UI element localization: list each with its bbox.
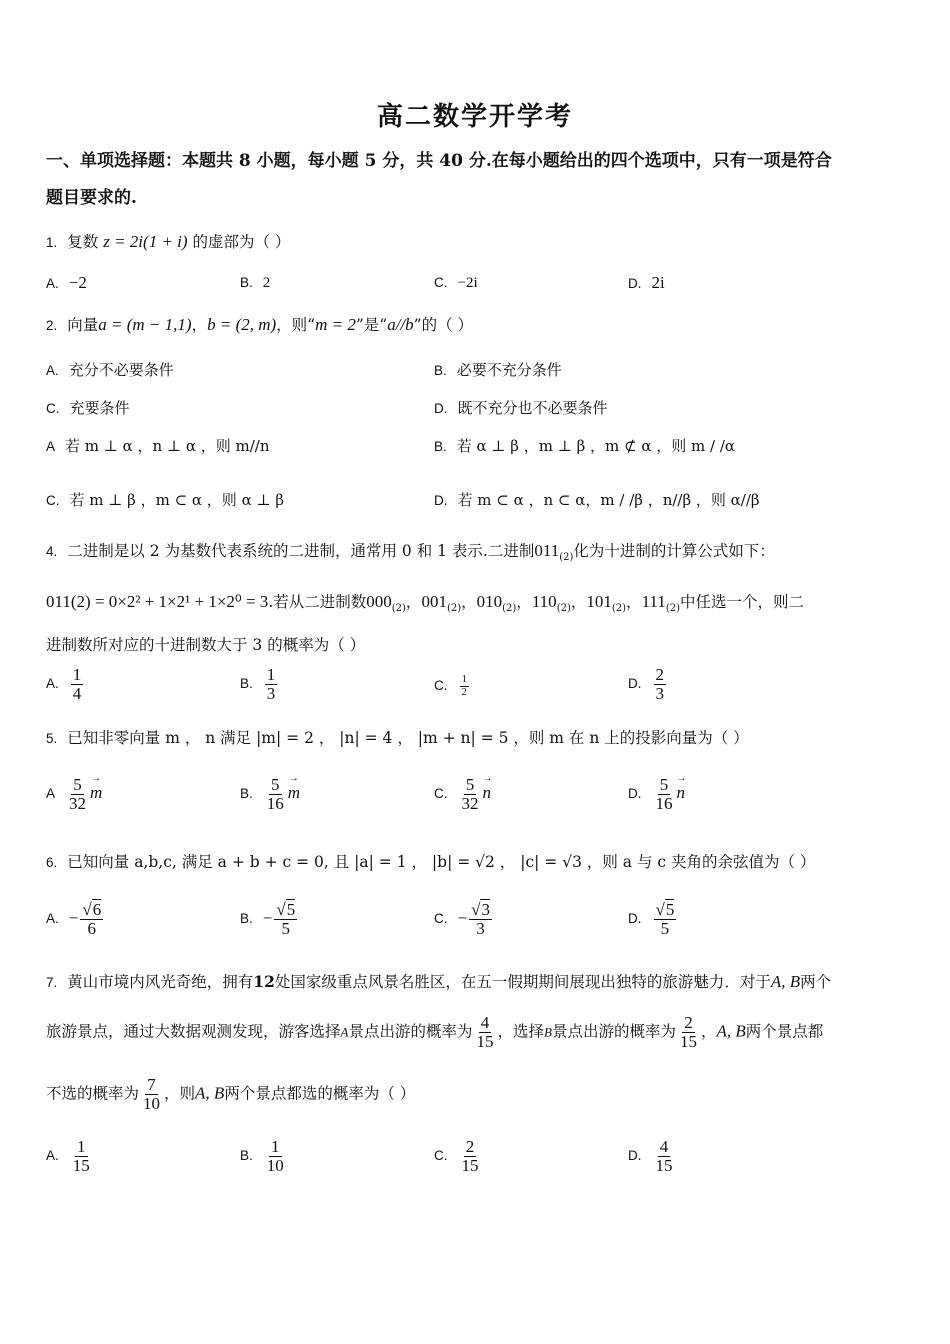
q1-post: 的虚部为（ ） — [192, 233, 291, 251]
q3-option-d: D. 若 m ⊂ α ，n ⊂ α，m / /β ，n//β ，则 α//β — [434, 491, 760, 509]
q2-vector-b: b = (2, m) — [207, 315, 277, 334]
q6-option-b: B. − $\frac{√5}{5}$ — [240, 900, 296, 938]
q3-option-c: C. 若 m ⊥ β ，m ⊂ α ，则 α ⊥ β — [46, 491, 285, 509]
q5-option-d: D. $\frac{5}{16}$ → n — [628, 776, 685, 813]
q1-number: 1. — [46, 235, 58, 250]
q3-option-b: B. 若 α ⊥ β ，m ⊥ β ，m ⊄ α ，则 m / /α — [434, 437, 736, 455]
q1-option-d: D. 2i — [628, 273, 665, 292]
question-7-line2: 旅游景点，通过大数据观测发现，游客选择A景点出游的概率为 $\frac{4}{15}$ ，选择B景点出游的概率为 $\frac{2}{15}$ ，A, B两个景点都 — [46, 1013, 824, 1051]
q2-option-a: A. 充分不必要条件 — [46, 361, 174, 379]
q4-option-c: C. $\frac{1}{2}$ — [434, 673, 467, 698]
q6-option-a: A. − $\frac{√6}{6}$ — [46, 900, 102, 938]
question-7-line1: 7. 黄山市境内风光奇绝，拥有12处国家级重点风景名胜区，在五一假期期间展现出独特的旅游魅力．对于A, B两个 — [46, 972, 832, 991]
q4-formula: 011(2) = 0×2² + 1×2¹ + 1×2⁰ = 3 — [46, 592, 269, 611]
q5-option-b: B. $\frac{5}{16}$ → m — [240, 776, 300, 813]
q2-option-d: D. 既不充分也不必要条件 — [434, 399, 608, 417]
question-4-line1: 4. 二进制是以 2 为基数代表系统的二进制，通常用 0 和 1 表示.二进制$011_{(2)}$化为十进制的计算公式如下： — [46, 541, 775, 564]
q5-option-c: C. $\frac{5}{32}$ → n — [434, 776, 491, 813]
question-6: 6. 已知向量 a,b,c, 满足 a + b + c = 0, 且 |a| = 1 ， |b| = √2 ， |c| = √3 ，则 a 与 c 夹角的余弦值为（ ） — [46, 853, 816, 871]
question-4-line2: 011(2) = 0×2² + 1×2¹ + 1×2⁰ = 3.若从二进制数$000_{(2)}$，$001_{(2)}$，$010_{(2)}$，$110_{(2)}$，$101_{(2)}$，$111_{(2)}$中任选一个，则二 — [46, 592, 804, 615]
q3-option-a: A 若 m ⊥ α ，n ⊥ α ，则 m//n — [46, 437, 270, 455]
q1-expression: z = 2i(1 + i) — [103, 232, 188, 251]
q2-option-b: B. 必要不充分条件 — [434, 361, 562, 379]
question-1 — [46, 230, 290, 252]
q6-option-c: C. − $\frac{√3}{3}$ — [434, 900, 490, 938]
q7-option-a: A. $\frac{1}{15}$ — [46, 1137, 90, 1175]
q7-option-b: B. $\frac{1}{10}$ — [240, 1137, 284, 1175]
q2-vector-a: a = (m − 1,1) — [98, 315, 192, 334]
section-heading-line1: 一、单项选择题：本题共 8 小题，每小题 5 分，共 40 分.在每小题给出的四个选项中，只有一项是符合 — [46, 151, 832, 171]
q4-option-a: A. $\frac{1}{4}$ — [46, 665, 82, 703]
q7-option-c: C. $\frac{2}{15}$ — [434, 1137, 479, 1175]
q1-option-c: C. −2i — [434, 275, 478, 291]
q4-option-b: B. $\frac{1}{3}$ — [240, 665, 276, 703]
question-2: 2. 向量a = (m − 1,1)，b = (2, m)，则“m = 2”是“a//b”的（ ） — [46, 315, 474, 334]
q1-pre: 复数 — [67, 233, 99, 251]
q6-option-d: D. $\frac{√5}{5}$ — [628, 900, 675, 938]
q5-option-a: A $\frac{5}{32}$ → m — [46, 776, 102, 813]
question-7-line3: 不选的概率为 $\frac{7}{10}$ ，则A, B两个景点都选的概率为（ ） — [46, 1075, 416, 1113]
q4-option-d: D. $\frac{2}{3}$ — [628, 665, 664, 703]
page-title: 高二数学开学考 — [376, 102, 573, 132]
q7-option-d: D. $\frac{4}{15}$ — [628, 1137, 673, 1175]
question-5: 5. 已知非零向量 m ， n 满足 |m| = 2 ， |n| = 4 ， |m + n| = 5 ，则 m 在 n 上的投影向量为（ ） — [46, 729, 749, 747]
q1-option-a: A. −2 — [46, 273, 87, 292]
q2-option-c: C. 充要条件 — [46, 399, 130, 417]
section-heading-line2: 题目要求的. — [46, 188, 137, 208]
q1-option-b: B. 2 — [240, 275, 271, 291]
question-4-line3: 进制数所对应的十进制数大于 3 的概率为（ ） — [46, 636, 366, 654]
